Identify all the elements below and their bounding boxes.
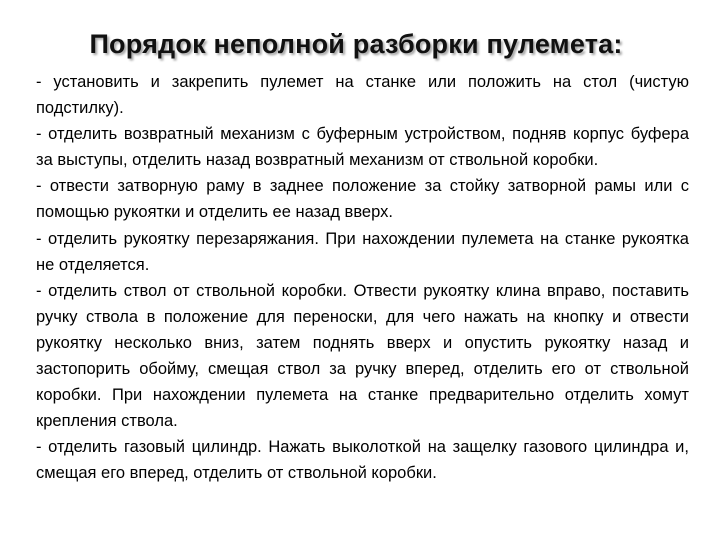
instruction-list (36, 69, 689, 487)
instruction-step-1: - установить и закрепить пулемет на станке или положить на стол (чистую подстилку). (36, 73, 689, 118)
slide-title: Порядок неполной разборки пулемета: (89, 29, 623, 59)
instruction-step-2: - отделить возвратный механизм с буферным устройством, подняв корпус буфера за выступы, отделить назад возвратный механизм от ствольной коробки. (36, 125, 689, 170)
instruction-step-6: - отделить газовый цилиндр. Нажать выколоткой на защелку газового цилиндра и, смещая его вперед, отделить от ствольной коробки. (36, 438, 689, 483)
instruction-step-4: - отделить рукоятку перезаряжания. При нахождении пулемета на станке рукоятка не отделяется. (36, 229, 689, 274)
instruction-step-3: - отвести затворную раму в заднее положение за стойку затворной рамы или с помощью рукоятки и отделить ее назад вверх. (36, 177, 689, 222)
instruction-step-5: - отделить ствол от ствольной коробки. Отвести рукоятку клина вправо, поставить ручку ствола в положение для переноски, для чего нажать на кнопку и отвести рукоятку несколько вниз, затем поднять вверх и опустить рукоятку назад и застопорить обойму, смещая ствол за ручку вперед, отделить его от ствольной коробки. При нахождении пулемета на станке предварительно отделить хомут крепления ствола. (36, 281, 689, 431)
